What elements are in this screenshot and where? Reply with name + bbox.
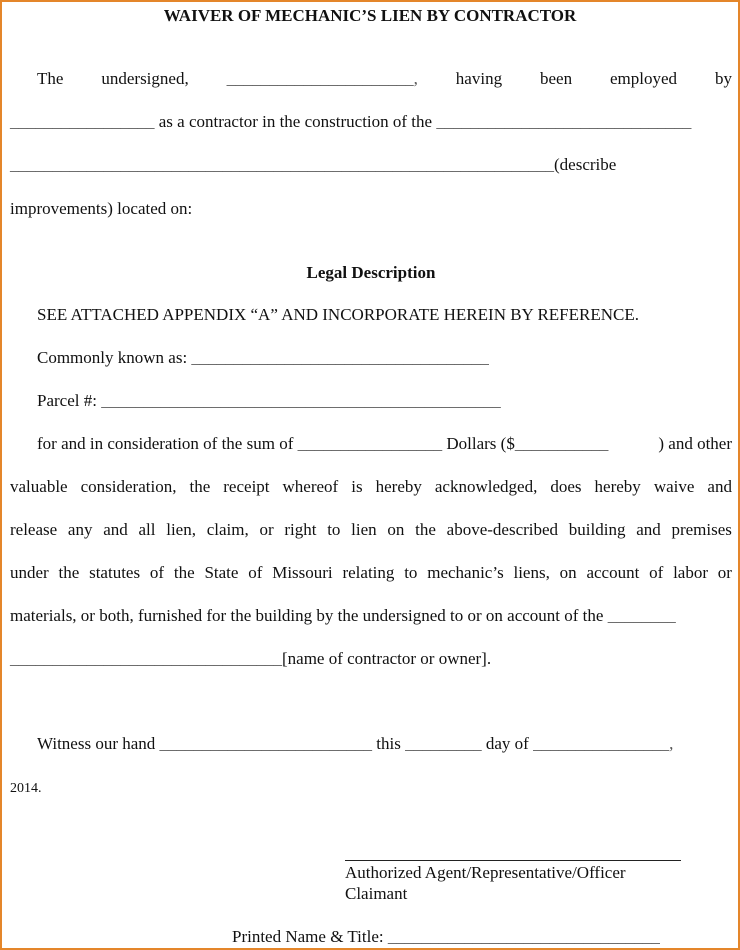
parcel-line: [10, 391, 732, 411]
signature-line[interactable]: [345, 860, 681, 861]
consideration-line-4: [10, 563, 732, 583]
word: valuable: [10, 477, 68, 496]
word: under: [10, 563, 49, 582]
printed-name-label: Printed Name & Title:: [232, 927, 388, 946]
word: on: [387, 520, 405, 539]
word: employed: [610, 69, 678, 88]
intro-line-3: [10, 155, 732, 175]
word: on: [559, 563, 577, 582]
improvements-blank[interactable]: ________________________________________________________________: [10, 155, 554, 174]
word: consideration,: [80, 477, 177, 496]
sum-blank[interactable]: _________________: [297, 434, 443, 453]
word: the: [58, 563, 80, 582]
word: of: [149, 563, 165, 582]
consideration-line-1: [10, 434, 732, 454]
word: hereby: [375, 477, 422, 496]
word: the: [415, 520, 436, 539]
document-title: WAIVER OF MECHANIC’S LIEN BY CONTRACTOR: [163, 6, 577, 25]
word: lien: [351, 520, 377, 539]
printed-name-blank[interactable]: ________________________________: [387, 927, 660, 946]
word: and: [103, 520, 128, 539]
commonly-known-label: Commonly known as:: [37, 348, 192, 367]
word: undersigned,: [101, 69, 189, 88]
word: or: [717, 563, 732, 582]
undersigned-blank[interactable]: ______________________,: [226, 69, 418, 88]
day-blank[interactable]: _________: [405, 734, 482, 753]
witness-text: day of: [481, 734, 534, 753]
intro-text: (describe: [554, 155, 617, 174]
witness-hand-blank[interactable]: _________________________: [159, 734, 373, 753]
consideration-line-6: [10, 649, 732, 669]
word: all: [138, 520, 156, 539]
word: and: [636, 520, 661, 539]
word: whereof: [282, 477, 339, 496]
parcel-blank[interactable]: _______________________________________________: [101, 391, 501, 410]
word: claim,: [206, 520, 249, 539]
signature-title-line-1: Authorized Agent/Representative/Officer: [345, 863, 626, 882]
account-of-blank[interactable]: ________: [607, 606, 676, 625]
word: of: [649, 563, 664, 582]
word: waive: [653, 477, 695, 496]
word: to: [327, 520, 341, 539]
word: been: [540, 69, 573, 88]
construction-blank[interactable]: ______________________________: [436, 112, 692, 131]
word: Missouri: [272, 563, 333, 582]
witness-line: [10, 734, 732, 754]
commonly-known-line: [10, 348, 732, 368]
intro-text: as a contractor in the construction of the: [154, 112, 437, 131]
employer-blank[interactable]: _________________: [10, 112, 155, 131]
commonly-known-blank[interactable]: ___________________________________: [191, 348, 489, 367]
word: or: [259, 520, 274, 539]
printed-name-line: [232, 927, 660, 947]
word: to: [404, 563, 418, 582]
word: labor: [673, 563, 708, 582]
word: the: [189, 477, 211, 496]
legal-description-heading: Legal Description: [306, 263, 436, 282]
word: of: [248, 563, 263, 582]
signature-title-line-2: Claimant: [345, 884, 408, 903]
word: lien,: [166, 520, 196, 539]
witness-year: 2014.: [10, 781, 42, 796]
word: the: [173, 563, 195, 582]
word: above-described: [446, 520, 559, 539]
word: does: [550, 477, 582, 496]
word: acknowledged,: [434, 477, 538, 496]
word: is: [351, 477, 363, 496]
word: The: [37, 69, 64, 88]
month-blank[interactable]: ________________,: [533, 734, 674, 753]
word: any: [67, 520, 93, 539]
consideration-line-3: [10, 520, 732, 540]
consideration-text: [name of contractor or owner].: [282, 649, 492, 668]
word: release: [10, 520, 58, 539]
word: account: [586, 563, 640, 582]
consideration-text: materials, or both, furnished for the building by the undersigned to or on account of the: [10, 606, 608, 625]
word: hereby: [594, 477, 641, 496]
word: statutes: [89, 563, 141, 582]
witness-label: Witness our hand: [37, 734, 160, 753]
consideration-line-2: [10, 477, 732, 497]
intro-line-2: [10, 112, 732, 132]
contractor-owner-blank[interactable]: ________________________________: [10, 649, 282, 668]
word: building: [568, 520, 626, 539]
parcel-label: Parcel #:: [37, 391, 102, 410]
word: liens,: [513, 563, 550, 582]
consideration-line-5: [10, 606, 732, 626]
witness-text: this: [372, 734, 406, 753]
word: mechanic’s: [427, 563, 504, 582]
word: and: [707, 477, 732, 496]
word: right: [284, 520, 317, 539]
appendix-line: SEE ATTACHED APPENDIX “A” AND INCORPORATE HEREIN BY REFERENCE.: [37, 305, 639, 324]
intro-line-1: [10, 69, 732, 89]
consideration-text: ) and other: [658, 434, 732, 453]
word: having: [455, 69, 503, 88]
intro-line-4: improvements) located on:: [10, 199, 193, 218]
word: by: [714, 69, 732, 88]
consideration-text: Dollars ($: [442, 434, 515, 453]
word: receipt: [223, 477, 270, 496]
word: relating: [342, 563, 395, 582]
word: premises: [671, 520, 732, 539]
consideration-text: for and in consideration of the sum of: [37, 434, 298, 453]
dollar-amount-blank[interactable]: ___________: [514, 434, 609, 453]
word: State: [204, 563, 239, 582]
